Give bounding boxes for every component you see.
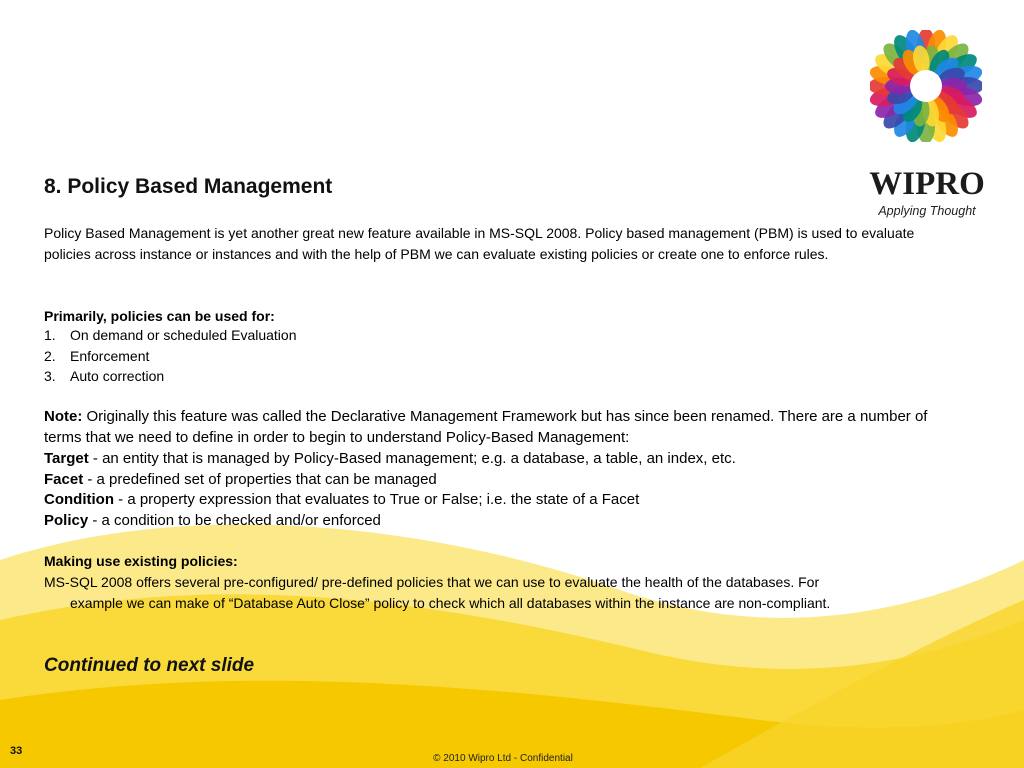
note-paragraph <box>44 407 934 448</box>
list-item: 2. Enforcement <box>44 347 150 364</box>
list-item: 1. On demand or scheduled Evaluation <box>44 327 297 343</box>
wipro-logo <box>850 30 1000 218</box>
slide-number: 33 <box>10 745 23 757</box>
making-use-paragraph <box>44 572 924 613</box>
continued-note: Continued to next slide <box>44 655 255 676</box>
sunflower-logo-icon <box>870 30 982 142</box>
making-use-line-2: example we can make of “Database Auto Close” policy to check which all databases within the instance are non-compliant. <box>70 594 831 611</box>
list-item: 3. Auto correction <box>44 368 165 385</box>
note-text: Originally this feature was called the Declarative Management Framework but has since been renamed. There are a number of terms that we need to define in order to begin to understand Policy-Based Management: <box>44 408 928 446</box>
uses-list <box>44 325 296 387</box>
definitions-list <box>44 449 736 532</box>
intro-paragraph: Policy Based Management is yet another great new feature available in MS-SQL 2008. Policy based management (PBM) is used to evaluate policies across instance or instances and with the help of PBM we can evaluate existing policies or create one to enforce rules. <box>44 225 915 262</box>
definition-target: Target - an entity that is managed by Policy-Based management; e.g. a database, a table, an index, etc. <box>44 450 736 467</box>
logo-wordmark: WIPRO <box>869 166 985 202</box>
note-label: Note: <box>44 408 83 425</box>
definition-policy: Policy - a condition to be checked and/or enforced <box>44 512 381 530</box>
footer-copyright: © 2010 Wipro Ltd - Confidential <box>433 753 573 764</box>
slide-title: 8. Policy Based Management <box>44 175 333 198</box>
making-use-heading: Making use existing policies: <box>44 553 238 569</box>
logo-center <box>910 70 942 102</box>
logo-tagline: Applying Thought <box>878 204 976 218</box>
making-use-line-1: MS-SQL 2008 offers several pre-configured/ pre-defined policies that we can use to evaluate the health of the databases. For <box>44 574 820 590</box>
primarily-heading: Primarily, policies can be used for: <box>44 308 275 324</box>
definition-condition: Condition - a property expression that evaluates to True or False; i.e. the state of a Facet <box>44 491 640 509</box>
definition-facet: Facet - a predefined set of properties that can be managed <box>44 470 437 488</box>
